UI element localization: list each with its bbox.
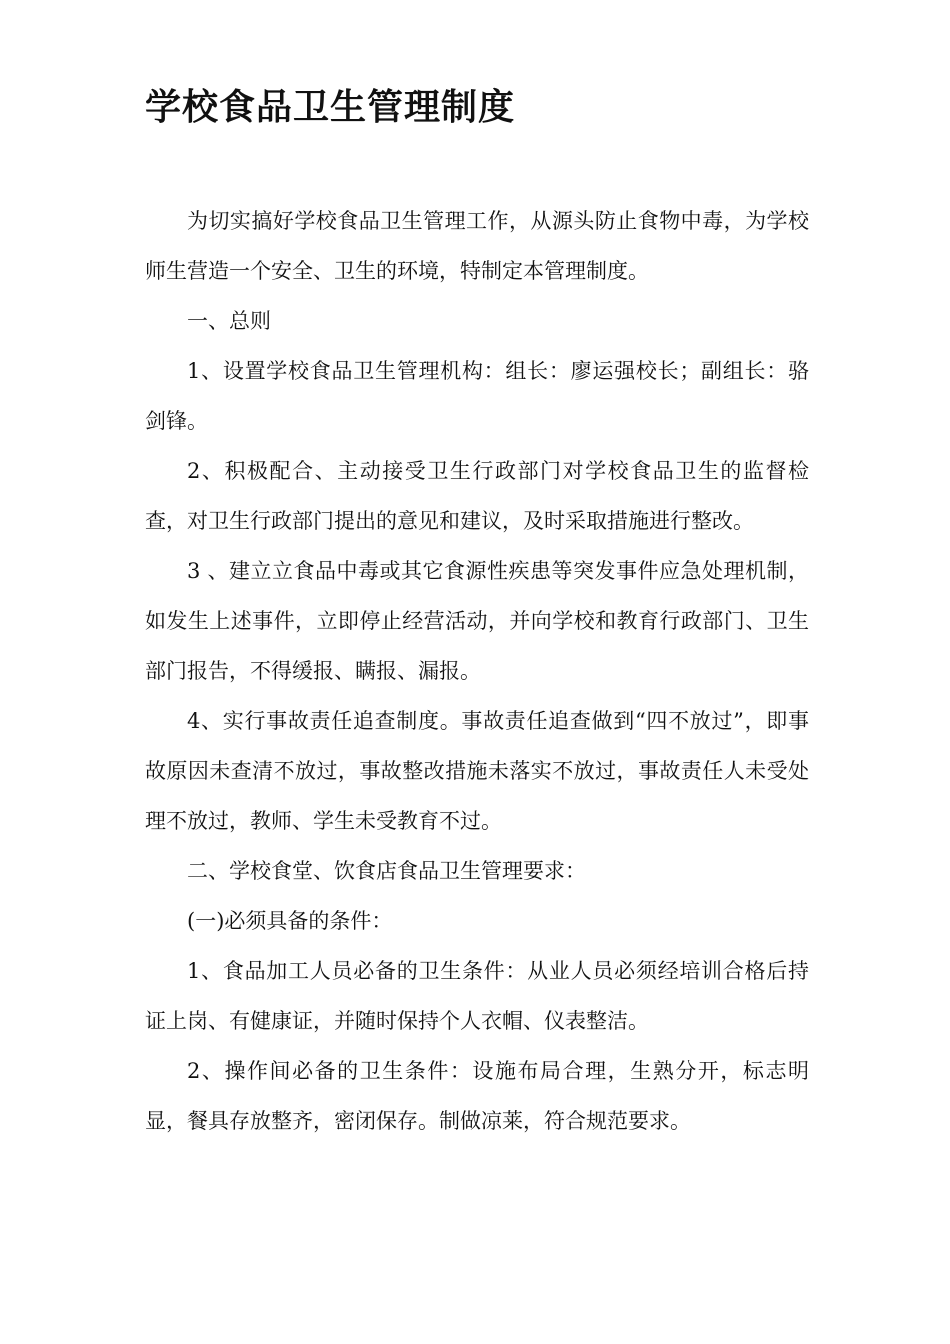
document-title: 学校食品卫生管理制度 xyxy=(145,87,516,128)
paragraph-condition-2: 2、操作间必备的卫生条件：设施布局合理，生熟分开，标志明显，餐具存放整齐，密闭保存。制做凉莱，符合规范要求。 xyxy=(145,1059,809,1133)
paragraph-item-2: 2、积极配合、主动接受卫生行政部门对学校食品卫生的监督检查，对卫生行政部门提出的意见和建议，及时采取措施进行整改。 xyxy=(145,459,809,533)
subsection-heading-conditions: (一)必须具备的条件： xyxy=(187,909,393,933)
paragraph-intro: 为切实搞好学校食品卫生管理工作，从源头防止食物中毒，为学校师生营造一个安全、卫生的环境，特制定本管理制度。 xyxy=(145,209,809,283)
paragraph-item-1: 1、设置学校食品卫生管理机构：组长：廖运强校长；副组长：骆剑锋。 xyxy=(145,359,809,433)
section-heading-canteen: 二、学校食堂、饮食店食品卫生管理要求： xyxy=(187,859,586,883)
paragraph-item-3: 3 、建立立食品中毒或其它食源性疾患等突发事件应急处理机制，如发生上述事件，立即停止经营活动，并向学校和教育行政部门、卫生部门报告，不得缓报、瞒报、漏报。 xyxy=(145,559,809,683)
paragraph-condition-1: 1、食品加工人员必备的卫生条件：从业人员必须经培训合格后持证上岗、有健康证，并随时保持个人衣帽、仪表整洁。 xyxy=(145,959,809,1033)
section-heading-general: 一、总则 xyxy=(187,309,271,333)
paragraph-item-4: 4、实行事故责任追查制度。事故责任追查做到“四不放过”，即事故原因未查清不放过，事故整改措施未落实不放过，事故责任人未受处理不放过，教师、学生未受教育不过。 xyxy=(145,709,809,833)
document-body xyxy=(145,196,809,1146)
